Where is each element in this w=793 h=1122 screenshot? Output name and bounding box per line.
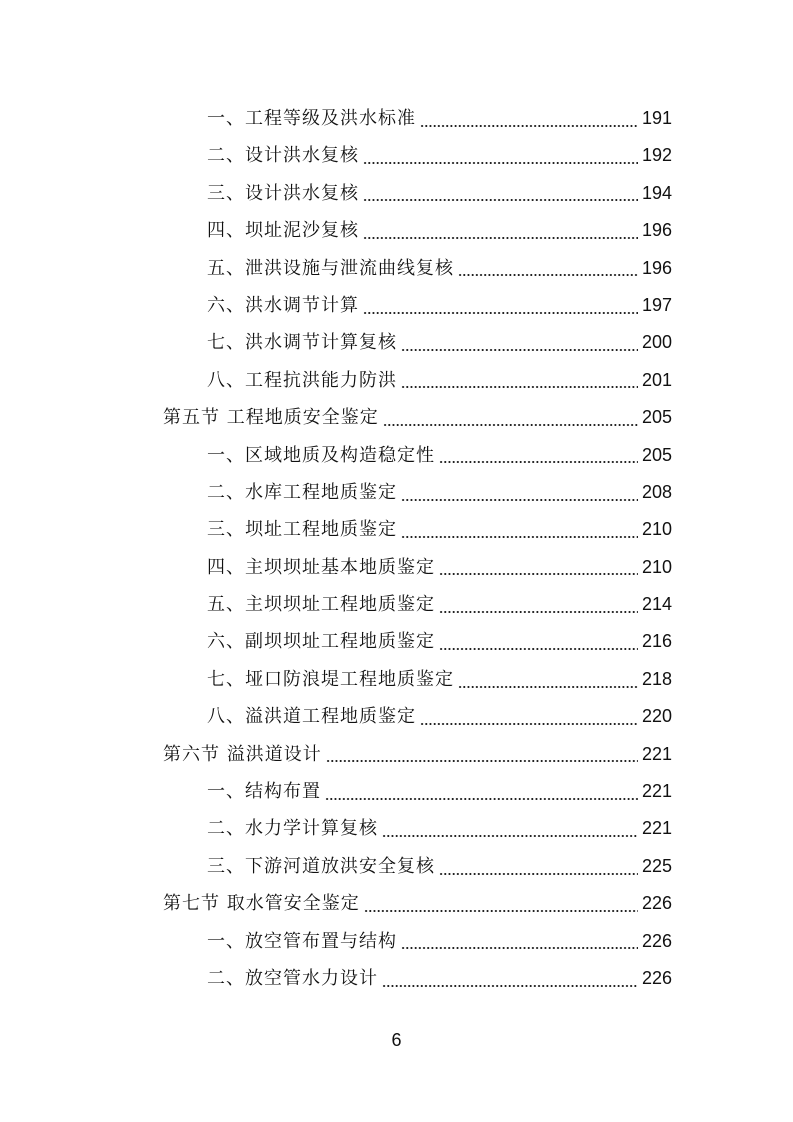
toc-subsection-entry[interactable]: [0, 100, 793, 137]
toc-entry-page: 221: [641, 818, 672, 839]
toc-entry-label: 二、水库工程地质鉴定: [207, 481, 397, 503]
toc-subsection-entry[interactable]: [0, 698, 793, 735]
toc-dot-leader: [401, 932, 638, 950]
toc-entry-label: 六、副坝坝址工程地质鉴定: [207, 631, 435, 653]
toc-entry-label: 一、区域地质及构造稳定性: [207, 444, 435, 466]
toc-entry-page: 210: [641, 556, 672, 577]
toc-entry-label: 五、泄洪设施与泄流曲线复核: [207, 257, 454, 279]
toc-entry-page: 197: [641, 294, 672, 315]
toc-entry-label: 三、设计洪水复核: [207, 182, 359, 204]
toc-subsection-entry[interactable]: [0, 362, 793, 399]
toc-subsection-entry[interactable]: [0, 661, 793, 698]
toc-entry-page: 214: [641, 594, 672, 615]
table-of-contents: [0, 100, 793, 997]
toc-entry-page: 205: [641, 444, 672, 465]
toc-entry-page: 205: [641, 407, 672, 428]
toc-dot-leader: [383, 409, 638, 427]
toc-entry-label: 八、溢洪道工程地质鉴定: [207, 706, 416, 728]
toc-subsection-entry[interactable]: [0, 923, 793, 960]
page-number: 6: [391, 1030, 402, 1050]
toc-section-entry[interactable]: [0, 885, 793, 922]
toc-entry-label: 二、放空管水力设计: [207, 967, 378, 989]
toc-dot-leader: [363, 222, 638, 240]
toc-dot-leader: [363, 297, 638, 315]
toc-subsection-entry[interactable]: [0, 287, 793, 324]
toc-entry-page: 192: [641, 145, 672, 166]
toc-entry-page: 210: [641, 519, 672, 540]
toc-entry-page: 226: [641, 930, 672, 951]
toc-dot-leader: [401, 371, 638, 389]
toc-section-entry[interactable]: [0, 399, 793, 436]
toc-dot-leader: [382, 970, 638, 988]
toc-subsection-entry[interactable]: [0, 175, 793, 212]
toc-subsection-entry[interactable]: [0, 474, 793, 511]
toc-entry-page: 196: [641, 220, 672, 241]
toc-entry-page: 201: [641, 369, 672, 390]
toc-subsection-entry[interactable]: [0, 623, 793, 660]
toc-entry-page: 220: [641, 706, 672, 727]
toc-dot-leader: [458, 259, 638, 277]
toc-entry-label: 七、洪水调节计算复核: [207, 332, 397, 354]
toc-entry-page: 191: [641, 108, 672, 128]
toc-subsection-entry[interactable]: [0, 324, 793, 361]
toc-entry-label: 四、坝址泥沙复核: [207, 220, 359, 242]
toc-entry-label: 七、垭口防浪堤工程地质鉴定: [207, 668, 454, 690]
toc-entry-label: 第七节 取水管安全鉴定: [163, 893, 360, 915]
toc-entry-page: 221: [641, 781, 672, 802]
toc-entry-label: 四、主坝坝址基本地质鉴定: [207, 556, 435, 578]
toc-subsection-entry[interactable]: [0, 250, 793, 287]
toc-entry-page: 218: [641, 668, 672, 689]
toc-entry-page: 225: [641, 855, 672, 876]
toc-entry-label: 三、坝址工程地质鉴定: [207, 519, 397, 541]
toc-subsection-entry[interactable]: [0, 511, 793, 548]
toc-subsection-entry[interactable]: [0, 773, 793, 810]
toc-entry-label: 二、水力学计算复核: [207, 818, 378, 840]
toc-entry-label: 一、放空管布置与结构: [207, 930, 397, 952]
toc-entry-page: 208: [641, 481, 672, 502]
toc-dot-leader: [401, 521, 638, 539]
toc-entry-label: 一、结构布置: [207, 781, 321, 803]
toc-dot-leader: [439, 558, 638, 576]
toc-entry-page: 226: [641, 893, 672, 914]
toc-dot-leader: [439, 596, 638, 614]
toc-entry-page: 221: [641, 743, 672, 764]
toc-subsection-entry[interactable]: [0, 437, 793, 474]
toc-dot-leader: [363, 184, 638, 202]
toc-subsection-entry[interactable]: [0, 960, 793, 997]
toc-subsection-entry[interactable]: [0, 212, 793, 249]
toc-section-entry[interactable]: [0, 736, 793, 773]
toc-entry-label: 第五节 工程地质安全鉴定: [163, 407, 379, 429]
toc-entry-page: 200: [641, 332, 672, 353]
toc-dot-leader: [363, 147, 638, 165]
toc-dot-leader: [439, 633, 638, 651]
toc-dot-leader: [364, 895, 638, 913]
toc-entry-label: 第六节 溢洪道设计: [163, 743, 322, 765]
toc-entry-label: 一、工程等级及洪水标准: [207, 108, 416, 129]
toc-entry-label: 三、下游河道放洪安全复核: [207, 855, 435, 877]
toc-entry-page: 194: [641, 182, 672, 203]
toc-entry-label: 八、工程抗洪能力防洪: [207, 369, 397, 391]
toc-subsection-entry[interactable]: [0, 848, 793, 885]
toc-dot-leader: [420, 708, 638, 726]
toc-dot-leader: [439, 446, 638, 464]
toc-entry-page: 216: [641, 631, 672, 652]
toc-dot-leader: [439, 858, 638, 876]
toc-dot-leader: [401, 484, 638, 502]
toc-dot-leader: [458, 671, 638, 689]
toc-dot-leader: [420, 110, 638, 128]
toc-entry-label: 六、洪水调节计算: [207, 294, 359, 316]
toc-subsection-entry[interactable]: [0, 549, 793, 586]
toc-entry-page: 196: [641, 257, 672, 278]
toc-subsection-entry[interactable]: [0, 586, 793, 623]
toc-dot-leader: [401, 334, 638, 352]
toc-dot-leader: [325, 783, 638, 801]
toc-dot-leader: [326, 745, 638, 763]
toc-subsection-entry[interactable]: [0, 810, 793, 847]
toc-subsection-entry[interactable]: [0, 137, 793, 174]
toc-entry-label: 二、设计洪水复核: [207, 145, 359, 167]
toc-dot-leader: [382, 820, 638, 838]
toc-entry-page: 226: [641, 967, 672, 988]
toc-entry-label: 五、主坝坝址工程地质鉴定: [207, 594, 435, 616]
